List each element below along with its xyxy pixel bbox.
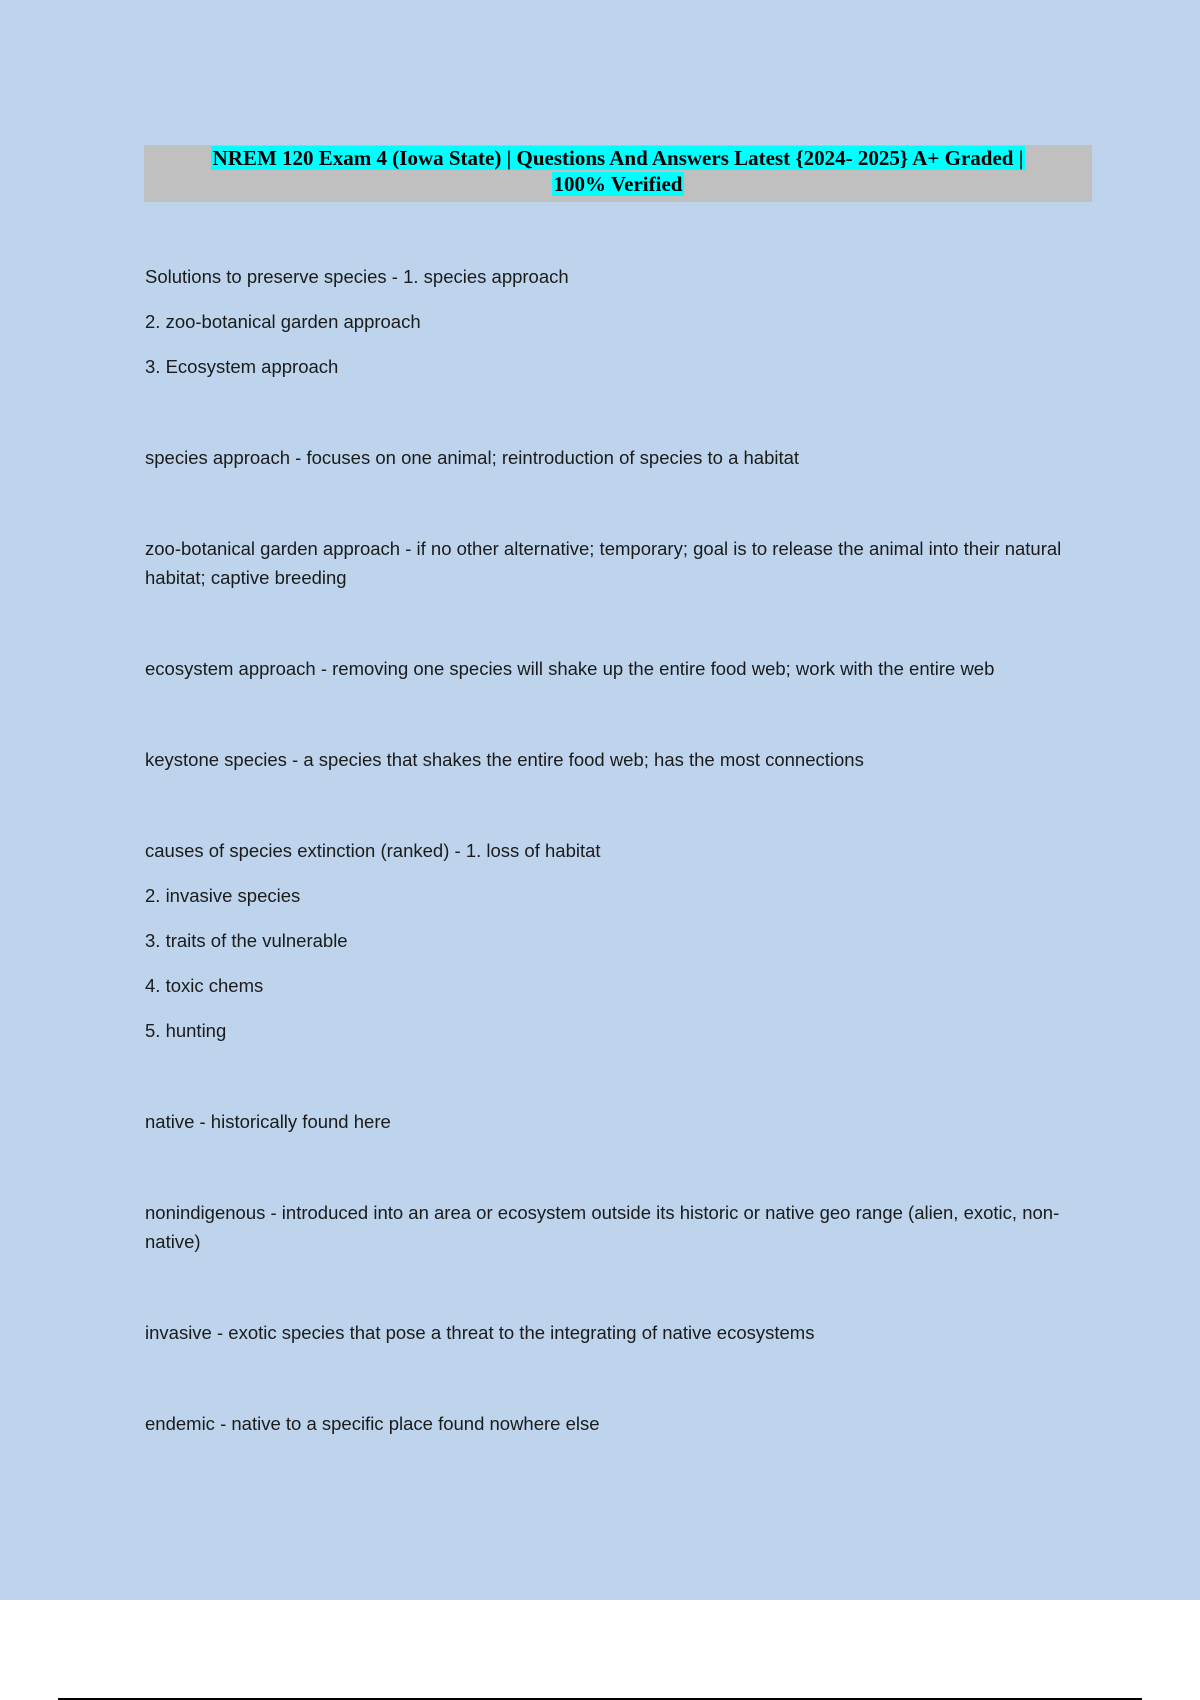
qa-term-line: zoo-botanical garden approach - if no other alternative; temporary; goal is to release the animal into their natural habitat; captive breeding bbox=[145, 538, 1062, 588]
qa-entry bbox=[145, 443, 1095, 472]
qa-term-line: ecosystem approach - removing one species will shake up the entire food web; work with the entire web bbox=[145, 658, 995, 679]
qa-entry bbox=[145, 654, 1095, 683]
qa-term-line: native - historically found here bbox=[145, 1111, 391, 1132]
qa-entry bbox=[145, 745, 1095, 774]
qa-entry bbox=[145, 1409, 1095, 1438]
qa-term-line: Solutions to preserve species - 1. species approach bbox=[145, 266, 569, 287]
qa-term-line: causes of species extinction (ranked) - 1. loss of habitat bbox=[145, 840, 601, 861]
qa-list-line: 5. hunting bbox=[145, 1020, 227, 1041]
qa-term-line: invasive - exotic species that pose a threat to the integrating of native ecosystems bbox=[145, 1322, 815, 1343]
title-line-2: 100% Verified bbox=[553, 172, 683, 196]
qa-entry bbox=[145, 1107, 1095, 1136]
qa-list-line: 3. Ecosystem approach bbox=[145, 356, 339, 377]
qa-list-line: 2. zoo-botanical garden approach bbox=[145, 311, 421, 332]
qa-entry bbox=[145, 262, 1095, 381]
qa-entry bbox=[145, 836, 1095, 1045]
qa-term-line: keystone species - a species that shakes the entire food web; has the most connections bbox=[145, 749, 864, 770]
qa-entry bbox=[145, 1198, 1095, 1256]
document-title bbox=[144, 145, 1092, 202]
qa-entry bbox=[145, 534, 1095, 592]
qa-entry bbox=[145, 1318, 1095, 1347]
qa-list-line: 2. invasive species bbox=[145, 885, 301, 906]
qa-term-line: nonindigenous - introduced into an area or ecosystem outside its historic or native geo range (alien, exotic, non-native) bbox=[145, 1202, 1060, 1252]
qa-term-line: endemic - native to a specific place found nowhere else bbox=[145, 1413, 600, 1434]
qa-list-line: 3. traits of the vulnerable bbox=[145, 930, 348, 951]
qa-list bbox=[145, 262, 1095, 1500]
title-line-1: NREM 120 Exam 4 (Iowa State) | Questions And Answers Latest {2024- 2025} A+ Graded | bbox=[212, 146, 1024, 170]
qa-term-line: species approach - focuses on one animal; reintroduction of species to a habitat bbox=[145, 447, 800, 468]
qa-list-line: 4. toxic chems bbox=[145, 975, 264, 996]
